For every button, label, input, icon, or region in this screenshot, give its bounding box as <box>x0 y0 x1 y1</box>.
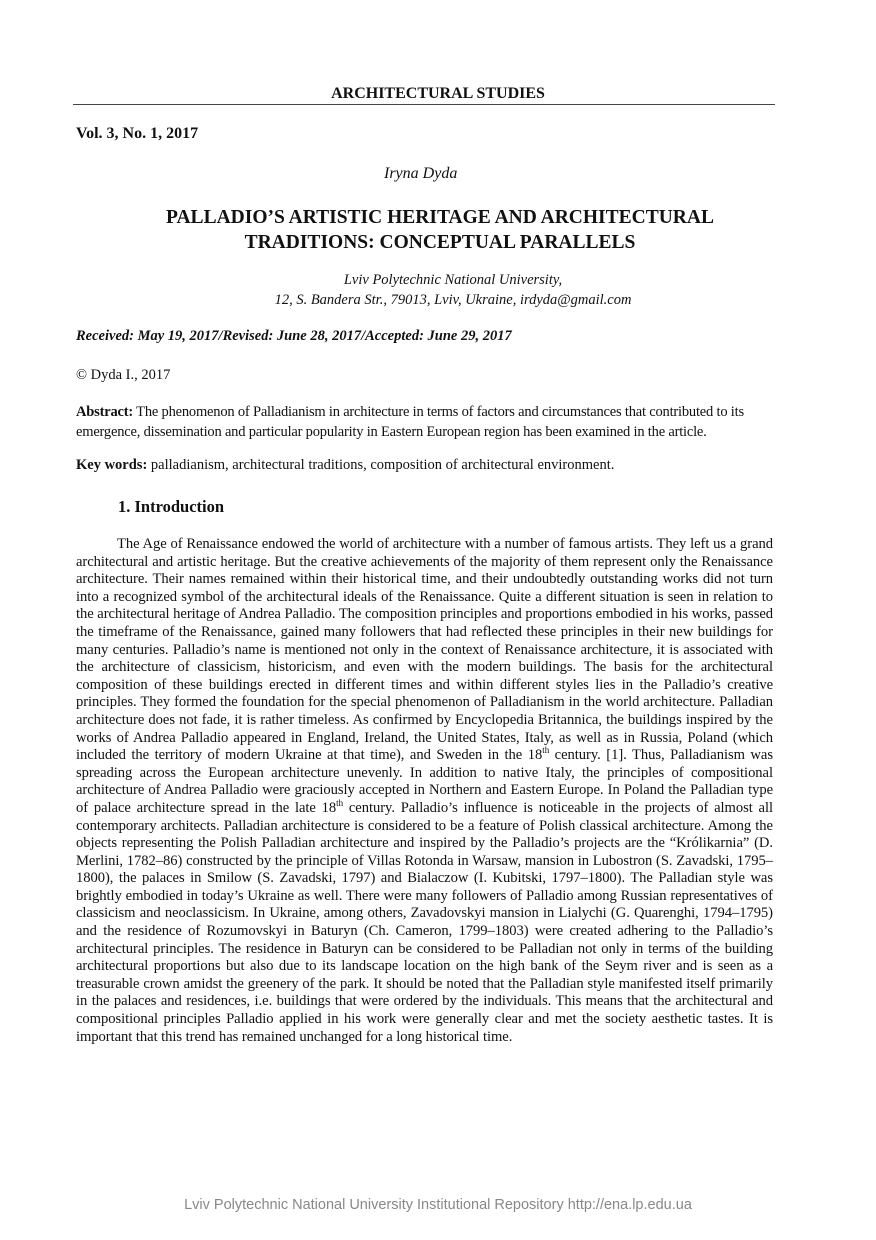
superscript: th <box>542 745 550 756</box>
affiliation <box>60 270 846 310</box>
abstract-label: Abstract: <box>76 404 133 420</box>
affiliation-line: 12, S. Bandera Str., 79013, Lviv, Ukraine, irdyda@gmail.com <box>274 292 632 308</box>
body-paragraph <box>76 536 773 1046</box>
body-text: The Age of Renaissance endowed the world of architecture with a number of famous artists. They left us a grand architectural and artistic heritage. But the creative achievements of the majority of them represent only the Renaissance architecture. Their names remained within their historical time, and their undoubtedly outstanding works did not turn into a recognized symbol of the architectural ideals of the Renaissance. Quite a different situation is seen in relation to the architectural heritage of Andrea Palladio. The composition principles and proportions embodied in his works, passed the timeframe of the Renaissance, gained many followers that had reflected these principles in their new buildings for many centuries. Palladio’s name is mentioned not only in the context of Renaissance architecture, it is associated with the architecture of classicism, historicism, and even with the modern buildings. The basis for the architectural composition of these buildings erected in different times and within different styles lies in the Palladio’s creative principles. They formed the foundation for the special phenomenon of Palladianism in the world architecture. Palladian architecture does not fade, it is rather timeless. As confirmed by Encyclopedia Britannica, the buildings inspired by the works of Andrea Palladio appeared in England, Ireland, the United States, Italy, as well as in Russia, Poland (which included the territory of modern Ukraine at that time), and Sweden in the 18 <box>76 536 773 764</box>
repository-footer: Lviv Polytechnic National University Institutional Repository http://ena.lp.edu.ua <box>184 1197 692 1213</box>
volume-info: Vol. 3, No. 1, 2017 <box>76 125 199 142</box>
submission-dates: Received: May 19, 2017/Revised: June 28, 2017/Accepted: June 29, 2017 <box>76 328 512 344</box>
section-heading: 1. Introduction <box>118 497 225 516</box>
superscript: th <box>336 797 344 808</box>
abstract <box>76 402 774 442</box>
keywords-label: Key words: <box>76 457 148 473</box>
body-text: century. Palladio’s influence is noticeable in the projects of almost all contemporary architects. Palladian architecture is considered to be a feature of Polish classical architecture. Among the objects representing the Polish Palladian architecture and inspired by the Palladio’s projects are the “Królikarnia” (D. Merlini, 1782–86) constructed by the principle of Villas Rotonda in Warsaw, mansion in Lubostron (S. Zavadski, 1795–1800), the palaces in Smilow (S. Zavadski, 1797) and Bialaczow (I. Kubitski, 1797–1800). The Palladian style was brightly embodied in today’s Ukraine as well. There were many followers of Palladio among Russian representatives of classicism and neoclassicism. In Ukraine, among others, Zavadovskyi mansion in Lialychi (G. Quarenghi, 1794–1795) and the residence of Rozumovskyi in Baturyn (Ch. Cameron, 1799–1803) were created adhering to the Palladio’s architectural principles. The residence in Baturyn can be considered to be Palladian not only in terms of the building architectural proportions but also due to its landscape location on the high bank of the Seym river and is seen as a treasurable crown amidst the greenery of the park. It should be noted that the Palladian style manifested itself primarily in the palaces and residences, i.e. buildings that were ordered by the individuals. This means that the architectural and compositional principles Palladio applied in his work were generally clear and met the society aesthetic tastes. It is important that this trend has remained unchanged for a long historical time. <box>76 799 773 1045</box>
affiliation-line: Lviv Polytechnic National University, <box>343 272 563 288</box>
paper-title <box>60 205 820 255</box>
title-line: PALLADIO’S ARTISTIC HERITAGE AND ARCHITECTURAL <box>166 207 714 228</box>
header-rule <box>73 104 775 105</box>
keywords-text: palladianism, architectural traditions, composition of architectural environment. <box>147 457 615 473</box>
title-line: TRADITIONS: CONCEPTUAL PARALLELS <box>244 232 636 253</box>
body-text: century. [1]. Thus, Palladianism was spreading across the European architecture unevenly. In addition to native Italy, the principles of compositional architecture of Andrea Palladio were graciously accepted in Northern and Eastern Europe. In Poland the Palladian type of palace architecture spread in the late 18 <box>76 747 773 816</box>
abstract-text: The phenomenon of Palladianism in architecture in terms of factors and circumstances that contributed to its emergence, dissemination and particular popularity in Eastern European region has been examined in the article. <box>76 404 744 440</box>
keywords <box>76 457 774 474</box>
author-name: Iryna Dyda <box>384 165 458 182</box>
journal-name: ARCHITECTURAL STUDIES <box>331 85 545 102</box>
copyright: © Dyda I., 2017 <box>76 367 171 383</box>
